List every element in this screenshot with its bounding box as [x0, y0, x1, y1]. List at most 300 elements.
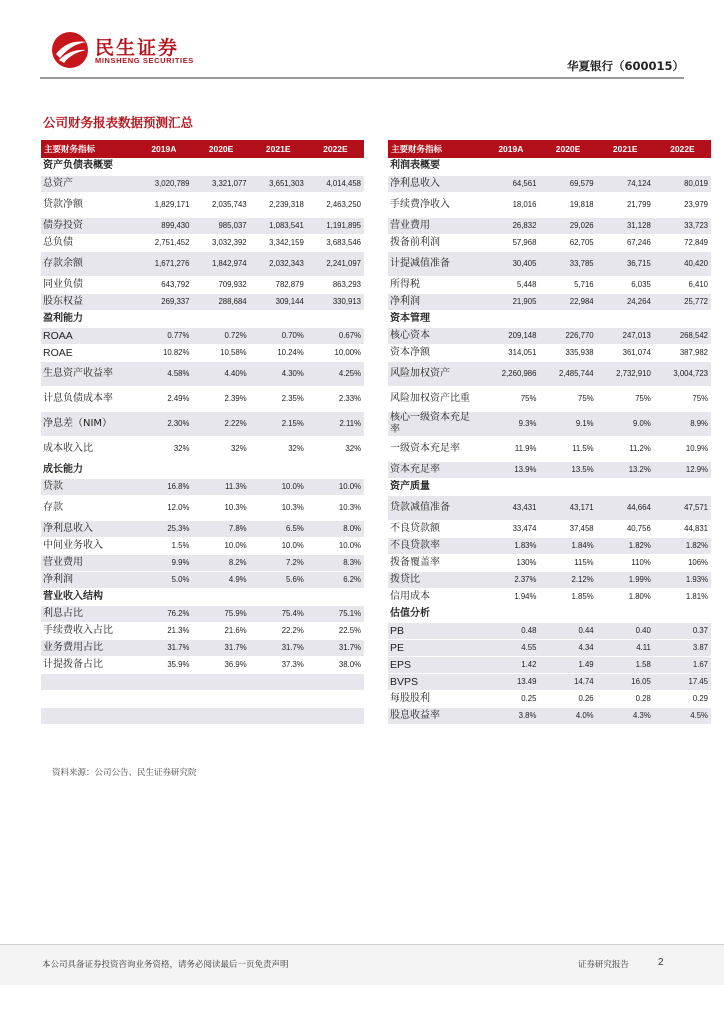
- value-cell: 32%: [250, 436, 307, 461]
- value-cell: 36,715: [597, 251, 654, 276]
- value-cell: [192, 158, 249, 175]
- value-cell: 1.84%: [539, 537, 596, 554]
- row-label-cell: ROAA: [41, 327, 135, 344]
- value-cell: 2,239,318: [250, 192, 307, 217]
- value-cell: [307, 158, 364, 175]
- value-cell: 8.2%: [192, 554, 249, 571]
- value-cell: [192, 588, 249, 605]
- value-cell: [654, 605, 711, 622]
- value-cell: 1.99%: [597, 571, 654, 588]
- value-cell: [192, 707, 249, 724]
- value-cell: 10.24%: [250, 344, 307, 361]
- table-row: [388, 537, 711, 554]
- table-row: [388, 251, 711, 276]
- value-cell: 31.7%: [250, 639, 307, 656]
- value-cell: [135, 158, 192, 175]
- value-cell: 24,264: [597, 293, 654, 310]
- logo-text-cn: 民生证券: [95, 37, 180, 59]
- row-label-cell: 拨备覆盖率: [388, 554, 482, 571]
- value-cell: 75%: [654, 386, 711, 411]
- value-cell: 0.70%: [250, 327, 307, 344]
- value-cell: 10.3%: [250, 495, 307, 520]
- value-cell: 10.3%: [192, 495, 249, 520]
- value-cell: 3,321,077: [192, 175, 249, 192]
- row-label-cell: 核心一级资本充足率: [388, 411, 482, 436]
- value-cell: [307, 690, 364, 707]
- value-cell: 31.7%: [135, 639, 192, 656]
- value-cell: 4.0%: [539, 707, 596, 724]
- table-row: [41, 554, 364, 571]
- value-cell: 9.9%: [135, 554, 192, 571]
- row-label-cell: 信用成本: [388, 588, 482, 605]
- value-cell: 4.3%: [597, 707, 654, 724]
- value-cell: 7.8%: [192, 520, 249, 537]
- row-label-cell: 贷款减值准备: [388, 495, 482, 520]
- value-cell: 18,016: [482, 192, 539, 217]
- table-row: [388, 461, 711, 478]
- value-cell: 37.3%: [250, 656, 307, 673]
- value-cell: 6,035: [597, 276, 654, 293]
- value-cell: 29,026: [539, 217, 596, 234]
- page-header: [0, 0, 724, 80]
- value-cell: [192, 461, 249, 478]
- row-label-cell: 总资产: [41, 175, 135, 192]
- table-row: [388, 327, 711, 344]
- value-cell: 3,004,723: [654, 361, 711, 386]
- value-cell: 110%: [597, 554, 654, 571]
- value-cell: 6.2%: [307, 571, 364, 588]
- company-name: 华夏银行（600015）: [566, 59, 684, 73]
- table-row: [41, 175, 364, 192]
- minsheng-logo-icon: [50, 30, 90, 70]
- value-cell: 16.05: [597, 673, 654, 690]
- value-cell: [482, 478, 539, 495]
- value-cell: 21.6%: [192, 622, 249, 639]
- row-label-cell: 生息资产收益率: [41, 361, 135, 386]
- value-cell: [135, 707, 192, 724]
- value-cell: 863,293: [307, 276, 364, 293]
- data-source-note: 资料来源：公司公告、民生证券研究院: [52, 768, 197, 778]
- value-cell: 31.7%: [192, 639, 249, 656]
- footer-report-type: 证券研究报告: [578, 960, 630, 970]
- row-label-cell: PE: [388, 639, 482, 656]
- value-cell: 1.94%: [482, 588, 539, 605]
- value-cell: 76.2%: [135, 605, 192, 622]
- header-label-cell: 主要财务指标: [388, 140, 482, 158]
- value-cell: 309,144: [250, 293, 307, 310]
- header-year-cell: 2022E: [654, 140, 711, 158]
- value-cell: [307, 310, 364, 327]
- value-cell: 1.5%: [135, 537, 192, 554]
- header-year-cell: 2021E: [250, 140, 307, 158]
- table-section-row: [41, 310, 364, 327]
- table-row: [41, 192, 364, 217]
- row-label-cell: EPS: [388, 656, 482, 673]
- value-cell: 31.7%: [307, 639, 364, 656]
- value-cell: 2,485,744: [539, 361, 596, 386]
- value-cell: [597, 478, 654, 495]
- value-cell: 11.9%: [482, 436, 539, 461]
- value-cell: 11.5%: [539, 436, 596, 461]
- value-cell: 2.33%: [307, 386, 364, 411]
- value-cell: [135, 310, 192, 327]
- table-section-row: [388, 158, 711, 175]
- value-cell: 899,430: [135, 217, 192, 234]
- value-cell: 10.82%: [135, 344, 192, 361]
- value-cell: 1.67: [654, 656, 711, 673]
- value-cell: 4.25%: [307, 361, 364, 386]
- value-cell: 5.0%: [135, 571, 192, 588]
- value-cell: 2.49%: [135, 386, 192, 411]
- value-cell: 33,785: [539, 251, 596, 276]
- value-cell: 8.3%: [307, 554, 364, 571]
- row-label-cell: 存款余额: [41, 251, 135, 276]
- page-number: 2: [658, 957, 664, 968]
- value-cell: [250, 707, 307, 724]
- value-cell: 3,342,159: [250, 234, 307, 251]
- value-cell: 3,683,546: [307, 234, 364, 251]
- table-row: [388, 707, 711, 724]
- row-label-cell: 净利息收入: [41, 520, 135, 537]
- table-row: [41, 327, 364, 344]
- table-row: [41, 605, 364, 622]
- value-cell: 75%: [539, 386, 596, 411]
- table-header-row: [41, 140, 364, 158]
- value-cell: [250, 690, 307, 707]
- value-cell: 209,148: [482, 327, 539, 344]
- header-year-cell: 2019A: [135, 140, 192, 158]
- value-cell: 643,792: [135, 276, 192, 293]
- row-label-cell: 一级资本充足率: [388, 436, 482, 461]
- table-row: [388, 436, 711, 461]
- value-cell: [597, 158, 654, 175]
- value-cell: 1.82%: [597, 537, 654, 554]
- row-label-cell: 每股股利: [388, 690, 482, 707]
- value-cell: [654, 158, 711, 175]
- value-cell: 3,651,303: [250, 175, 307, 192]
- value-cell: 5,716: [539, 276, 596, 293]
- table-row: [41, 495, 364, 520]
- value-cell: 64,561: [482, 175, 539, 192]
- table-row: [388, 344, 711, 361]
- table-row: [41, 436, 364, 461]
- row-label-cell: 净利润: [41, 571, 135, 588]
- row-label-cell: [41, 673, 135, 690]
- value-cell: [135, 588, 192, 605]
- table-row: [41, 639, 364, 656]
- value-cell: 115%: [539, 554, 596, 571]
- table-row: [41, 656, 364, 673]
- value-cell: [482, 605, 539, 622]
- table-row: [388, 276, 711, 293]
- value-cell: 21,905: [482, 293, 539, 310]
- value-cell: 16.8%: [135, 478, 192, 495]
- value-cell: 22,984: [539, 293, 596, 310]
- value-cell: 10.0%: [307, 478, 364, 495]
- table-row: [388, 293, 711, 310]
- value-cell: 3,020,789: [135, 175, 192, 192]
- value-cell: 8.9%: [654, 411, 711, 436]
- value-cell: 6,410: [654, 276, 711, 293]
- value-cell: [192, 673, 249, 690]
- value-cell: 2,035,743: [192, 192, 249, 217]
- value-cell: 44,831: [654, 520, 711, 537]
- table-row: [41, 293, 364, 310]
- table-row: [41, 520, 364, 537]
- table-blank-row: [41, 707, 364, 724]
- value-cell: 4.40%: [192, 361, 249, 386]
- row-label-cell: 利息占比: [41, 605, 135, 622]
- row-label-cell: 债券投资: [41, 217, 135, 234]
- value-cell: 21.3%: [135, 622, 192, 639]
- value-cell: 10.0%: [250, 478, 307, 495]
- value-cell: 10.0%: [250, 537, 307, 554]
- row-label-cell: [41, 690, 135, 707]
- value-cell: [539, 478, 596, 495]
- row-label-cell: 不良贷款率: [388, 537, 482, 554]
- value-cell: [654, 310, 711, 327]
- header-year-cell: 2022E: [307, 140, 364, 158]
- table-row: [41, 251, 364, 276]
- footer-disclaimer: 本公司具备证券投资咨询业务资格，请务必阅读最后一页免责声明: [42, 960, 289, 970]
- value-cell: 2,260,986: [482, 361, 539, 386]
- value-cell: 26,832: [482, 217, 539, 234]
- value-cell: 288,684: [192, 293, 249, 310]
- table-row: [41, 478, 364, 495]
- value-cell: [250, 673, 307, 690]
- value-cell: 3.8%: [482, 707, 539, 724]
- value-cell: 1,829,171: [135, 192, 192, 217]
- value-cell: 226,770: [539, 327, 596, 344]
- header-year-cell: 2020E: [539, 140, 596, 158]
- table-gap-row: [41, 690, 364, 707]
- value-cell: 75%: [597, 386, 654, 411]
- value-cell: 25,772: [654, 293, 711, 310]
- section-label-cell: 利润表概要: [388, 158, 482, 175]
- value-cell: [307, 461, 364, 478]
- table-row: [388, 192, 711, 217]
- section-label-cell: 资产质量: [388, 478, 482, 495]
- value-cell: 0.44: [539, 622, 596, 639]
- value-cell: 40,756: [597, 520, 654, 537]
- value-cell: 11.3%: [192, 478, 249, 495]
- section-label-cell: 资本管理: [388, 310, 482, 327]
- value-cell: [482, 310, 539, 327]
- row-label-cell: 核心资本: [388, 327, 482, 344]
- table-row: [41, 344, 364, 361]
- table-section-row: [388, 605, 711, 622]
- value-cell: 13.5%: [539, 461, 596, 478]
- row-label-cell: 净利润: [388, 293, 482, 310]
- value-cell: 21,799: [597, 192, 654, 217]
- header-label-cell: 主要财务指标: [41, 140, 135, 158]
- value-cell: 0.48: [482, 622, 539, 639]
- value-cell: 0.77%: [135, 327, 192, 344]
- value-cell: 43,171: [539, 495, 596, 520]
- value-cell: 2,751,452: [135, 234, 192, 251]
- value-cell: 22.2%: [250, 622, 307, 639]
- value-cell: 2,032,343: [250, 251, 307, 276]
- value-cell: 9.0%: [597, 411, 654, 436]
- table-row: [41, 622, 364, 639]
- value-cell: 1.80%: [597, 588, 654, 605]
- value-cell: 0.26: [539, 690, 596, 707]
- table-row: [388, 639, 711, 656]
- value-cell: 130%: [482, 554, 539, 571]
- value-cell: 36.9%: [192, 656, 249, 673]
- value-cell: 19,818: [539, 192, 596, 217]
- table-row: [388, 656, 711, 673]
- value-cell: 1.82%: [654, 537, 711, 554]
- value-cell: 30,405: [482, 251, 539, 276]
- value-cell: 1.83%: [482, 537, 539, 554]
- table-row: [41, 411, 364, 436]
- header-divider: [40, 77, 684, 79]
- value-cell: [250, 310, 307, 327]
- value-cell: 3.87: [654, 639, 711, 656]
- value-cell: 14.74: [539, 673, 596, 690]
- value-cell: 2.12%: [539, 571, 596, 588]
- table-row: [388, 588, 711, 605]
- value-cell: 33,723: [654, 217, 711, 234]
- value-cell: 1,842,974: [192, 251, 249, 276]
- value-cell: [307, 707, 364, 724]
- row-label-cell: 总负债: [41, 234, 135, 251]
- value-cell: [654, 478, 711, 495]
- table-row: [388, 554, 711, 571]
- value-cell: 12.9%: [654, 461, 711, 478]
- value-cell: 4.34: [539, 639, 596, 656]
- value-cell: [307, 673, 364, 690]
- row-label-cell: 股息收益率: [388, 707, 482, 724]
- table-section-row: [41, 461, 364, 478]
- row-label-cell: 资本充足率: [388, 461, 482, 478]
- row-label-cell: 不良贷款额: [388, 520, 482, 537]
- value-cell: [135, 690, 192, 707]
- value-cell: [539, 158, 596, 175]
- value-cell: 40,420: [654, 251, 711, 276]
- value-cell: 0.25: [482, 690, 539, 707]
- value-cell: [307, 588, 364, 605]
- row-label-cell: 营业费用: [388, 217, 482, 234]
- value-cell: 13.49: [482, 673, 539, 690]
- value-cell: [250, 158, 307, 175]
- value-cell: 10.3%: [307, 495, 364, 520]
- row-label-cell: 风险加权资产: [388, 361, 482, 386]
- logo-text-en: MINSHENG SECURITIES: [95, 56, 194, 65]
- table-row: [388, 571, 711, 588]
- table-row: [388, 386, 711, 411]
- value-cell: 1,671,276: [135, 251, 192, 276]
- table-row: [388, 361, 711, 386]
- value-cell: [192, 310, 249, 327]
- value-cell: 1.81%: [654, 588, 711, 605]
- table-row: [388, 690, 711, 707]
- value-cell: [539, 310, 596, 327]
- table-row: [388, 234, 711, 251]
- value-cell: 74,124: [597, 175, 654, 192]
- value-cell: 2.22%: [192, 411, 249, 436]
- value-cell: 0.72%: [192, 327, 249, 344]
- table-row: [41, 537, 364, 554]
- right-financial-table: [388, 140, 711, 725]
- value-cell: 72,849: [654, 234, 711, 251]
- value-cell: 985,037: [192, 217, 249, 234]
- section-label-cell: 估值分析: [388, 605, 482, 622]
- value-cell: 13.9%: [482, 461, 539, 478]
- row-label-cell: PB: [388, 622, 482, 639]
- value-cell: 32%: [192, 436, 249, 461]
- value-cell: 10.9%: [654, 436, 711, 461]
- row-label-cell: 同业负债: [41, 276, 135, 293]
- value-cell: 387,982: [654, 344, 711, 361]
- value-cell: 1,083,541: [250, 217, 307, 234]
- row-label-cell: ROAE: [41, 344, 135, 361]
- row-label-cell: 计提拨备占比: [41, 656, 135, 673]
- row-label-cell: BVPS: [388, 673, 482, 690]
- row-label-cell: 手续费净收入: [388, 192, 482, 217]
- row-label-cell: 成本收入比: [41, 436, 135, 461]
- row-label-cell: 业务费用占比: [41, 639, 135, 656]
- table-section-row: [388, 310, 711, 327]
- row-label-cell: 贷款净额: [41, 192, 135, 217]
- table-blank-row: [41, 673, 364, 690]
- table-row: [388, 217, 711, 234]
- row-label-cell: [41, 707, 135, 724]
- value-cell: 62,705: [539, 234, 596, 251]
- value-cell: 6.5%: [250, 520, 307, 537]
- value-cell: 75.1%: [307, 605, 364, 622]
- value-cell: 106%: [654, 554, 711, 571]
- value-cell: 782,879: [250, 276, 307, 293]
- section-label-cell: 资产负债表概要: [41, 158, 135, 175]
- value-cell: [250, 588, 307, 605]
- row-label-cell: 营业费用: [41, 554, 135, 571]
- value-cell: 23,979: [654, 192, 711, 217]
- table-row: [388, 175, 711, 192]
- row-label-cell: 净利息收入: [388, 175, 482, 192]
- value-cell: 2,732,910: [597, 361, 654, 386]
- table-row: [41, 276, 364, 293]
- value-cell: 1.49: [539, 656, 596, 673]
- value-cell: 3,032,392: [192, 234, 249, 251]
- value-cell: 314,051: [482, 344, 539, 361]
- value-cell: 47,571: [654, 495, 711, 520]
- value-cell: 69,579: [539, 175, 596, 192]
- value-cell: 2.35%: [250, 386, 307, 411]
- value-cell: [597, 605, 654, 622]
- row-label-cell: 拨备前利润: [388, 234, 482, 251]
- table-row: [388, 495, 711, 520]
- value-cell: 2.37%: [482, 571, 539, 588]
- value-cell: 33,474: [482, 520, 539, 537]
- value-cell: 330,913: [307, 293, 364, 310]
- value-cell: 0.67%: [307, 327, 364, 344]
- value-cell: 335,938: [539, 344, 596, 361]
- value-cell: 22.5%: [307, 622, 364, 639]
- value-cell: 31,128: [597, 217, 654, 234]
- value-cell: 12.0%: [135, 495, 192, 520]
- value-cell: 0.29: [654, 690, 711, 707]
- value-cell: [250, 461, 307, 478]
- value-cell: [597, 310, 654, 327]
- section-label-cell: 营业收入结构: [41, 588, 135, 605]
- row-label-cell: 股东权益: [41, 293, 135, 310]
- value-cell: 10.0%: [307, 537, 364, 554]
- value-cell: 5.6%: [250, 571, 307, 588]
- table-row: [388, 411, 711, 436]
- header-year-cell: 2021E: [597, 140, 654, 158]
